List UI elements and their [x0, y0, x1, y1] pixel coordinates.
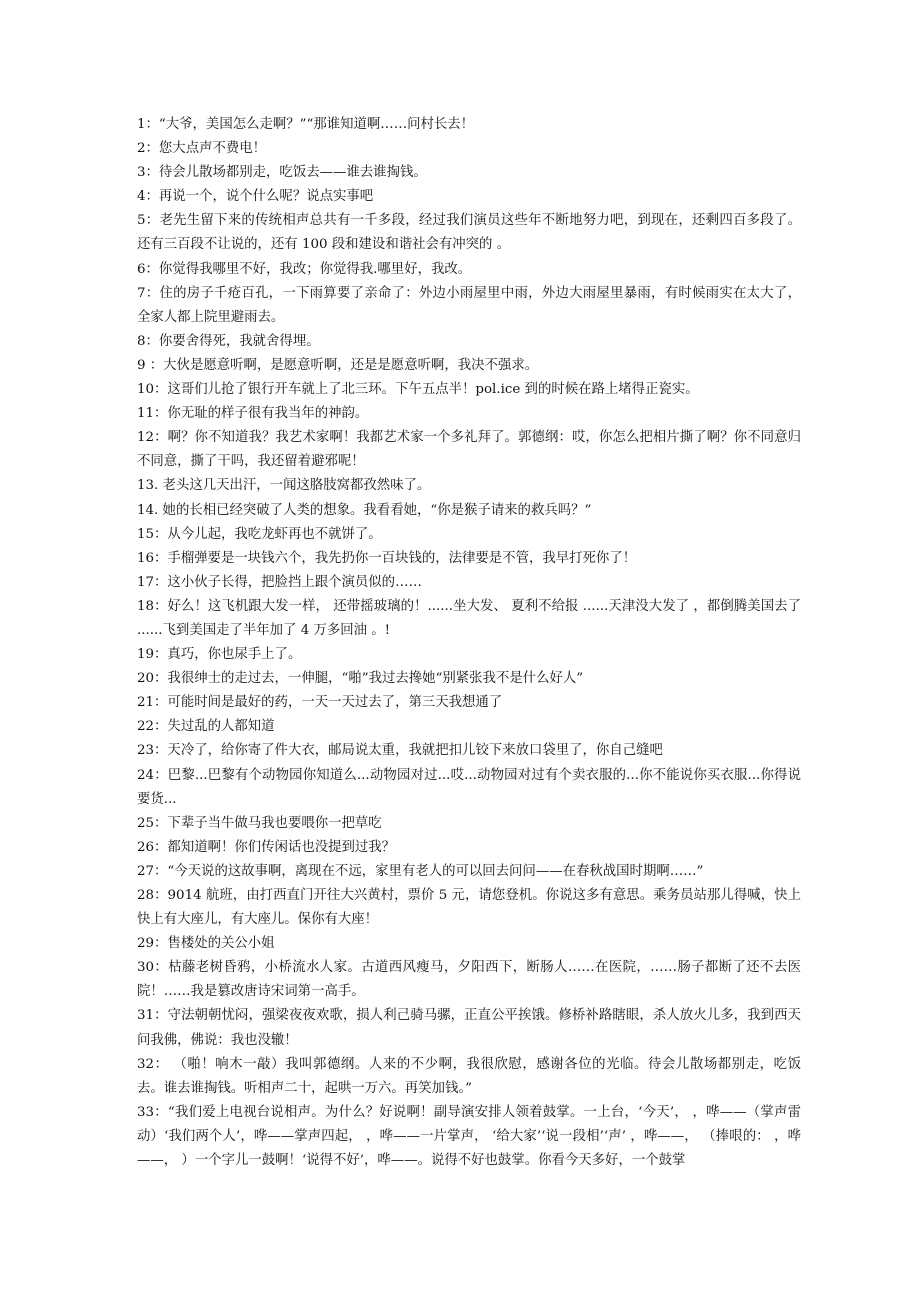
joke-item-19: 19：真巧，你也尿手上了。 [137, 647, 302, 663]
joke-item-4: 4：再说一个，说个什么呢？说点实事吧 [137, 189, 374, 205]
joke-item-13: 13. 老头这几天出汗，一闻这胳肢窝都孜然味了。 [137, 478, 431, 494]
joke-item-33: 33：“我们爱上电视台说相声。为什么？好说啊！副导演安排人领着鼓掌。一上台，‘今天’， ，哗——（掌声雷动）‘我们两个人’，哗——掌声四起， ，哗——一片掌声， ‘给大家’‘说一段相’‘声’ ，哗——， （捧哏的： ，哗——， ）一个字儿一鼓啊！‘说得不好’，哗——。说得不好也鼓掌。你看今天多好，一个鼓掌 [137, 1104, 801, 1169]
joke-item-22: 22：失过乱的人都知道 [137, 719, 275, 735]
joke-item-20: 20：我很绅士的走过去，一伸腿，“啪”我过去搀她“别紧张我不是什么好人” [137, 671, 584, 687]
joke-item-6: 6：你觉得我哪里不好，我改；你觉得我.哪里好，我改。 [137, 261, 472, 277]
joke-item-11: 11：你无耻的样子很有我当年的神韵。 [137, 406, 369, 422]
joke-item-18: 18：好么！这飞机跟大发一样， 还带摇玻璃的！......坐大发、 夏利不给报 ......天津没大发了 ，都倒腾美国去了 ......飞到美国走了半年加了 4 万多回油 。! [137, 598, 801, 638]
joke-item-2: 2：您大点声不费电！ [137, 141, 267, 157]
joke-item-23: 23：天冷了，给你寄了件大衣，邮局说太重，我就把扣儿铰下来放口袋里了，你自己缝吧 [137, 743, 663, 759]
joke-item-25: 25：下辈子当牛做马我也要喂你一把草吃 [137, 815, 382, 831]
joke-item-9: 9 ：大伙是愿意听啊，是愿意听啊，还是是愿意听啊，我决不强求。 [137, 357, 539, 373]
joke-item-24: 24：巴黎...巴黎有个动物园你知道么...动物园对过...哎...动物园对过有个卖衣服的...你不能说你买衣服...你得说要货... [137, 767, 801, 807]
joke-item-3: 3：待会儿散场都别走，吃饭去——谁去谁掏钱。 [137, 165, 427, 181]
joke-item-14: 14. 她的长相已经突破了人类的想象。我看看她，“你是猴子请来的救兵吗？” [137, 502, 592, 518]
joke-item-17: 17：这小伙子长得，把脸挡上跟个演员似的…… [137, 574, 422, 590]
joke-item-32: 32： （啪！响木一敲）我叫郭德纲。人来的不少啊，我很欣慰，感谢各位的光临。待会儿散场都别走，吃饭去。谁去谁掏钱。听相声二十，起哄一万六。再笑加钱。” [137, 1056, 801, 1096]
joke-item-31: 31：守法朝朝忧闷，强梁夜夜欢歌，损人利己骑马骡，正直公平挨饿。修桥补路瞎眼，杀人放火儿多，我到西天问我佛，佛说：我也没辙！ [137, 1008, 801, 1048]
joke-item-1: 1：“大爷，美国怎么走啊？”“那谁知道啊……问村长去！ [137, 117, 475, 132]
joke-item-12: 12：啊？你不知道我？我艺术家啊！我都艺术家一个多礼拜了。郭德纲：哎，你怎么把相片撕了啊？你不同意归不同意，撕了干吗，我还留着避邪呢！ [137, 430, 801, 470]
joke-item-10: 10：这哥们儿抢了银行开车就上了北三环。下午五点半！pol.ice 到的时候在路上堵得正瓷实。 [137, 382, 699, 398]
joke-item-27: 27：“今天说的这故事啊，离现在不远，家里有老人的可以回去问问——在春秋战国时期啊……” [137, 863, 704, 879]
document-body [137, 113, 801, 1173]
joke-item-5: 5：老先生留下来的传统相声总共有一千多段，经过我们演员这些年不断地努力吧，到现在，还剩四百多段了。还有三百段不让说的，还有 100 段和建设和谐社会有冲突的 。 [137, 213, 801, 253]
joke-item-29: 29：售楼处的关公小姐 [137, 936, 275, 952]
joke-item-21: 21：可能时间是最好的药，一天一天过去了，第三天我想通了 [137, 695, 503, 711]
joke-item-26: 26：都知道啊！你们传闲话也没提到过我？ [137, 839, 396, 855]
joke-item-16: 16：手榴弹要是一块钱六个，我先扔你一百块钱的，法律要是不管，我早打死你了！ [137, 550, 637, 566]
joke-item-30: 30：枯藤老树昏鸦，小桥流水人家。古道西风瘦马，夕阳西下，断肠人……在医院，……肠子都断了还不去医院！……我是篡改唐诗宋词第一高手。 [137, 960, 801, 1000]
joke-item-8: 8：你要舍得死，我就舍得埋。 [137, 333, 320, 349]
joke-item-28: 28：9014 航班，由打西直门开往大兴黄村，票价 5 元，请您登机。你说这多有意思。乘务员站那儿得喊，快上快上有大座儿，有大座儿。保你有大座！ [137, 888, 801, 928]
joke-item-15: 15：从今儿起，我吃龙虾再也不就饼了。 [137, 526, 382, 542]
joke-item-7: 7：住的房子千疮百孔，一下雨算要了亲命了：外边小雨屋里中雨，外边大雨屋里暴雨，有时候雨实在太大了，全家人都上院里避雨去。 [137, 285, 801, 325]
